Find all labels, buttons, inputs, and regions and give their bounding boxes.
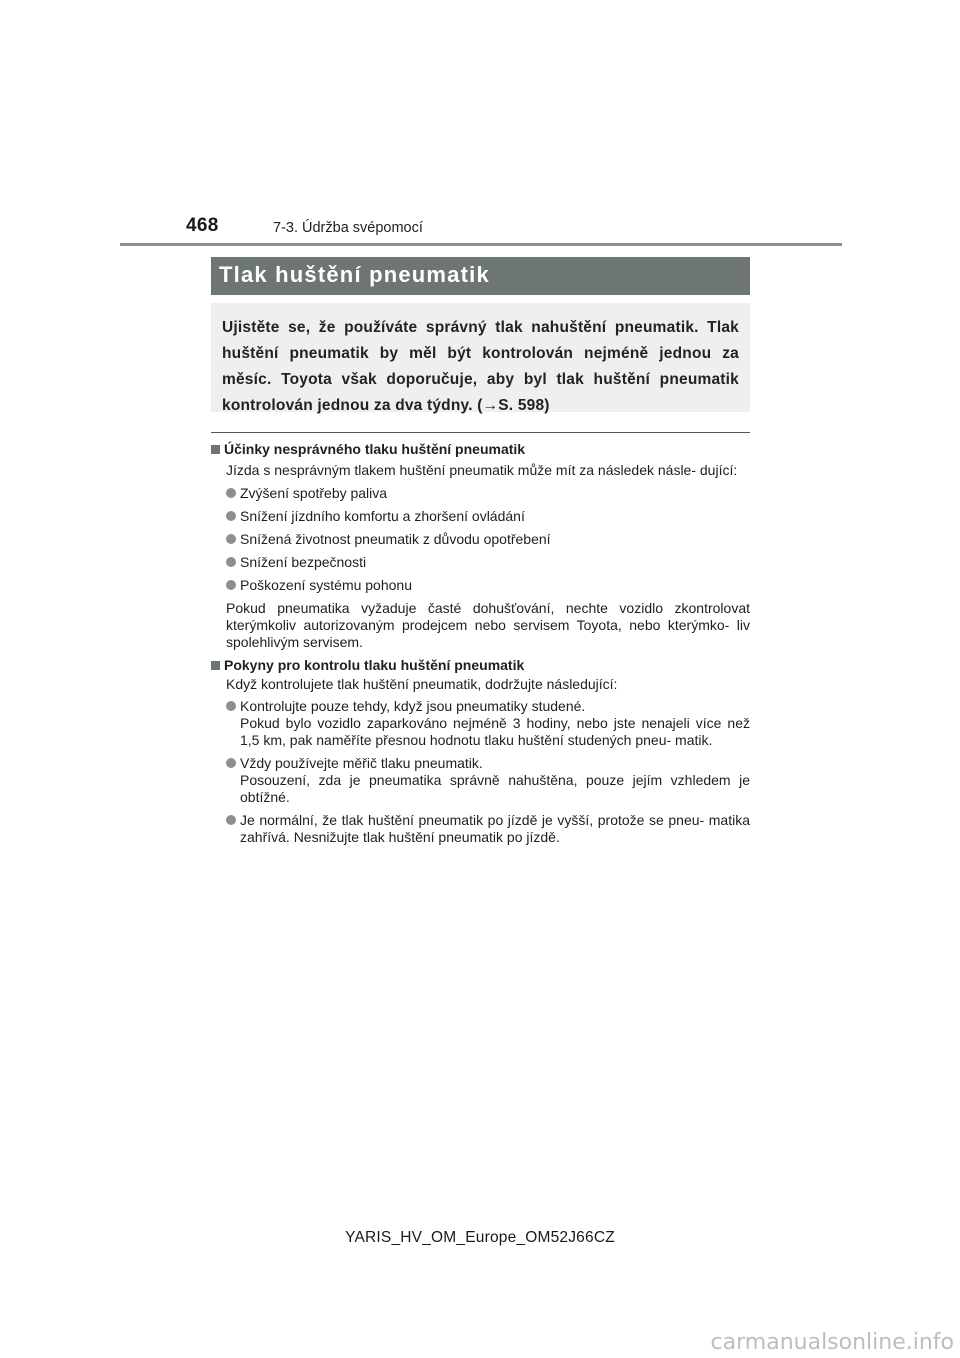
circle-bullet-icon bbox=[226, 511, 236, 521]
subheading-text: Pokyny pro kontrolu tlaku huštění pneumatik bbox=[224, 657, 525, 673]
intro-text: Ujistěte se, že používáte správný tlak nahuštění pneumatik. Tlak huštění pneumatik by měl být kontrolován nejméně jednou za měsíc. Toyota však doporučuje, aby byl tlak huštění pneumatik kontrolován jednou za dva týdny. (→S. 598) bbox=[222, 319, 739, 414]
subheading-effects bbox=[211, 441, 750, 458]
page-title: Tlak huštění pneumatik bbox=[211, 257, 750, 295]
main-content bbox=[211, 441, 750, 846]
circle-bullet-icon bbox=[226, 701, 236, 711]
list-item: Je normální, že tlak huštění pneumatik po jízdě je vyšší, protože se pneu- matika zahřívá. Nesnižujte tlak huštění pneumatik po jízdě. bbox=[226, 812, 750, 846]
circle-bullet-icon bbox=[226, 557, 236, 567]
list-item: Zvýšení spotřeby paliva bbox=[226, 485, 750, 502]
circle-bullet-icon bbox=[226, 758, 236, 768]
list-item: Vždy používejte měřič tlaku pneumatik. Posouzení, zda je pneumatika správně nahuštěna, pouze jejím vzhledem je obtížné. bbox=[226, 755, 750, 806]
section1-outro: Pokud pneumatika vyžaduje časté dohušťování, nechte vozidlo zkontrolovat kterýmkoliv autorizovaným prodejcem nebo servisem Toyota, nebo kterýmko- liv spolehlivým servisem. bbox=[226, 600, 750, 650]
page-header bbox=[120, 215, 842, 245]
circle-bullet-icon bbox=[226, 488, 236, 498]
header-divider bbox=[120, 243, 842, 246]
list-item: Snížení bezpečnosti bbox=[226, 554, 750, 571]
circle-bullet-icon bbox=[226, 815, 236, 825]
section2-intro: Když kontrolujete tlak huštění pneumatik, dodržujte následující: bbox=[226, 676, 618, 692]
list-item: Snížení jízdního komfortu a zhoršení ovládání bbox=[226, 508, 750, 525]
circle-bullet-icon bbox=[226, 580, 236, 590]
section-divider bbox=[211, 432, 750, 433]
square-bullet-icon bbox=[211, 445, 220, 454]
section-label: 7-3. Údržba svépomocí bbox=[273, 220, 423, 236]
circle-bullet-icon bbox=[226, 534, 236, 544]
list-item: Kontrolujte pouze tehdy, když jsou pneumatiky studené. Pokud bylo vozidlo zaparkováno nejméně 3 hodiny, nebo jste nenajeli více než 1,5 km, pak naměříte přesnou hodnotu tlaku huštění studených pneu- matik. bbox=[226, 698, 750, 749]
section1-intro: Jízda s nesprávným tlakem huštění pneumatik může mít za následek násle- dující: bbox=[226, 462, 738, 478]
subheading-guidelines bbox=[211, 657, 750, 674]
list-item: Snížená životnost pneumatik z důvodu opotřebení bbox=[226, 531, 750, 548]
watermark[interactable]: carmanualsonline.info bbox=[710, 1330, 954, 1355]
page-number: 468 bbox=[186, 215, 219, 236]
footer-doc-id: YARIS_HV_OM_Europe_OM52J66CZ bbox=[345, 1229, 615, 1246]
intro-box bbox=[211, 303, 750, 412]
list-item: Poškození systému pohonu bbox=[226, 577, 750, 594]
subheading-text: Účinky nesprávného tlaku huštění pneumatik bbox=[224, 441, 526, 457]
square-bullet-icon bbox=[211, 661, 220, 670]
